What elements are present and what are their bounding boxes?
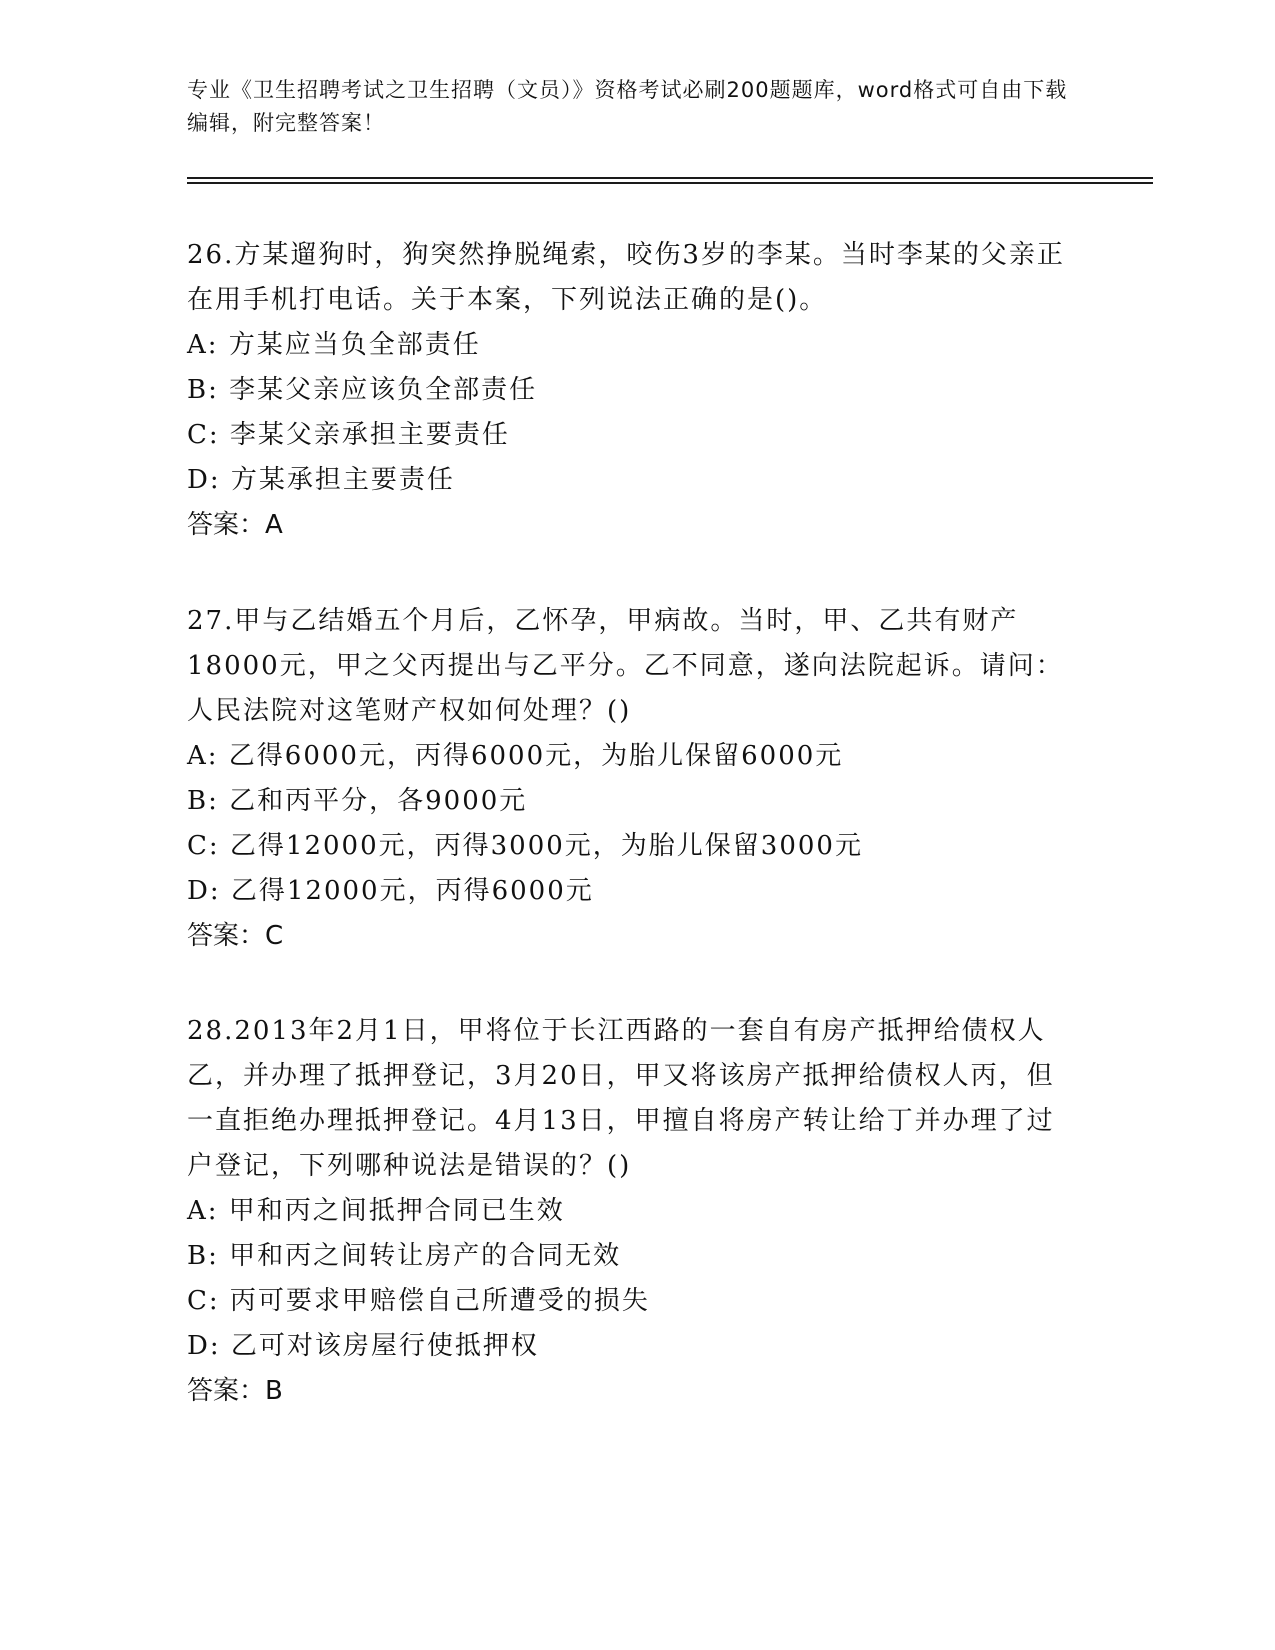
header-divider-top bbox=[187, 177, 1153, 179]
question-stem: 27.甲与乙结婚五个月后，乙怀孕，甲病故。当时，甲、乙共有财产18000元，甲之父丙提出与乙平分。乙不同意，遂向法院起诉。请问：人民法院对这笔财产权如何处理？() bbox=[187, 606, 1064, 726]
option-a: A: 乙得6000元，丙得6000元，为胎儿保留6000元 bbox=[187, 741, 844, 771]
option-c: C: 李某父亲承担主要责任 bbox=[187, 420, 510, 450]
option-b: B: 甲和丙之间转让房产的合同无效 bbox=[187, 1241, 622, 1271]
question-stem: 28.2013年2月1日，甲将位于长江西路的一套自有房产抵押给债权人乙，并办理了抵押登记，3月20日，甲又将该房产抵押给债权人丙，但一直拒绝办理抵押登记。4月13日，甲擅自将房产转让给丁并办理了过户登记，下列哪种说法是错误的？() bbox=[187, 1016, 1055, 1181]
option-c: C: 丙可要求甲赔偿自己所遭受的损失 bbox=[187, 1286, 650, 1316]
question-28 bbox=[187, 1009, 1077, 1414]
option-d: D: 乙得12000元，丙得6000元 bbox=[187, 876, 594, 906]
question-27 bbox=[187, 599, 1077, 959]
answer-label: 答案：A bbox=[187, 510, 283, 540]
option-b: B: 李某父亲应该负全部责任 bbox=[187, 375, 538, 405]
header-divider-bottom bbox=[187, 182, 1153, 184]
option-d: D: 乙可对该房屋行使抵押权 bbox=[187, 1331, 539, 1361]
question-26 bbox=[187, 233, 1077, 548]
option-b: B: 乙和丙平分，各9000元 bbox=[187, 786, 528, 816]
option-a: A: 甲和丙之间抵押合同已生效 bbox=[187, 1196, 565, 1226]
answer-label: 答案：C bbox=[187, 921, 284, 951]
question-stem: 26.方某遛狗时，狗突然挣脱绳索，咬伤3岁的李某。当时李某的父亲正在用手机打电话。关于本案，下列说法正确的是()。 bbox=[187, 240, 1065, 315]
option-d: D: 方某承担主要责任 bbox=[187, 465, 455, 495]
document-header: 专业《卫生招聘考试之卫生招聘（文员）》资格考试必刷200题题库，word格式可自由下载编辑，附完整答案！ bbox=[187, 78, 1068, 135]
option-a: A: 方某应当负全部责任 bbox=[187, 330, 481, 360]
option-c: C: 乙得12000元，丙得3000元，为胎儿保留3000元 bbox=[187, 831, 863, 861]
answer-label: 答案：B bbox=[187, 1376, 283, 1406]
